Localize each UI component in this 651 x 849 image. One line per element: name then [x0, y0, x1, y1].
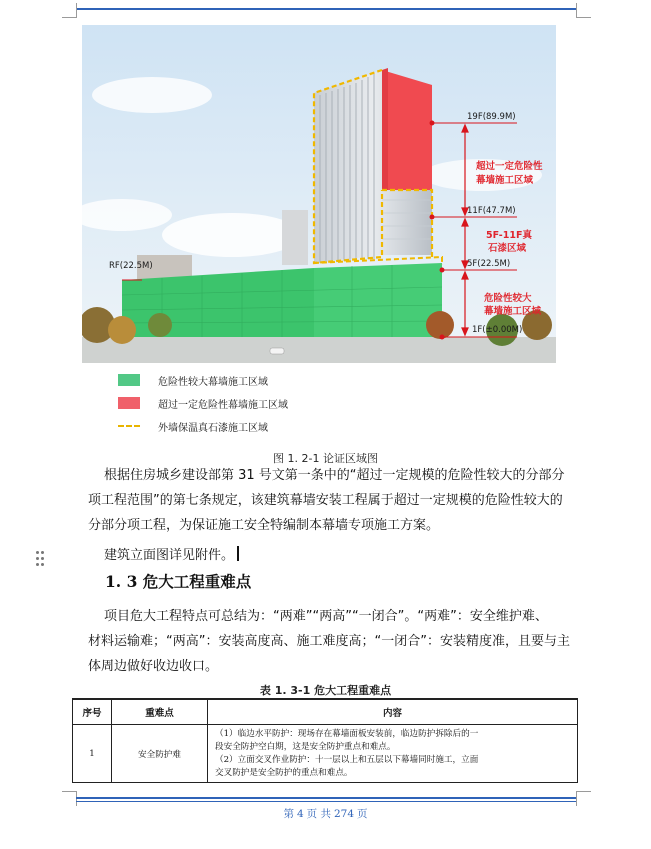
- annotation-over-zone-line2: 幕墙施工区域: [476, 175, 534, 186]
- section-heading: 1. 3 危大工程重难点: [105, 572, 252, 591]
- paragraph-3-line-2: 材料运输难；“两高”：安装高度高、施工难度高；“一闭合”：安装精度准，且要与主: [88, 634, 570, 649]
- tree: [148, 313, 172, 337]
- footer-rule: [76, 797, 576, 799]
- background-building: [282, 210, 308, 265]
- crop-mark-bottom-left: [62, 791, 77, 806]
- legend-label-green: 危险性较大幕墙施工区域: [158, 376, 268, 388]
- tree: [426, 311, 454, 339]
- area-diagram-figure: [82, 25, 556, 363]
- crop-mark-bottom-right: [576, 791, 591, 806]
- paragraph-3-line-1: 项目危大工程特点可总结为：“两难”“两高”“一闭合”。“两难”：安全维护难、: [104, 609, 548, 624]
- content-line-2: 段安全防护空白期，这是安全防护重点和难点。: [215, 742, 396, 752]
- legend-swatch-dash: [118, 425, 140, 427]
- drag-handle-icon[interactable]: [36, 551, 46, 567]
- tree: [108, 316, 136, 344]
- legend-label-dash: 外墙保温真石漆施工区域: [158, 422, 268, 434]
- annotation-danger-zone-line2: 幕墙施工区域: [484, 306, 542, 317]
- paragraph-1-line-2: 项工程范围”的第七条规定，该建筑幕墙安装工程属于超过一定规模的危险性较大的: [88, 493, 563, 508]
- paragraph-3-line-3: 体周边做好收边收口。: [88, 659, 219, 674]
- footer-page-number: 4: [296, 808, 304, 820]
- legend-swatch-green: [118, 374, 140, 386]
- footer-prefix: 第: [283, 808, 294, 820]
- table-row: [73, 725, 578, 783]
- car: [270, 348, 284, 354]
- figure-caption: 图 1. 2-1 论证区域图: [273, 452, 378, 465]
- legend-label-red: 超过一定危险性幕墙施工区域: [158, 399, 288, 411]
- cloud: [162, 213, 302, 257]
- content-line-4: 交叉防护是安全防护的重点和难点。: [215, 768, 353, 778]
- paragraph-2[interactable]: [104, 543, 604, 568]
- level-label-rf: RF(22.5M): [109, 261, 153, 271]
- annotation-danger-zone-line1: 危险性较大: [484, 293, 532, 304]
- table-header-row: [73, 699, 578, 725]
- table-caption: 表 1. 3-1 危大工程重难点: [259, 684, 392, 697]
- paragraph-1-line-3: 分部分项工程，为保证施工安全特编制本幕墙专项施工方案。: [88, 518, 440, 533]
- legend-item-dash: [118, 418, 268, 434]
- legend-item-red: [118, 395, 288, 411]
- level-label-19f: 19F(89.9M): [467, 112, 516, 122]
- paragraph-1-line-1: 根据住房城乡建设部第 31 号文第一条中的“超过一定规模的危险性较大的分部分: [104, 468, 565, 483]
- annotation-over-zone-line1: 超过一定危险性: [476, 161, 543, 172]
- level-label-1f: 1F(±0.00M): [472, 325, 523, 335]
- legend-swatch-red: [118, 397, 140, 409]
- footer-rule-thin: [76, 801, 576, 802]
- content-line-1: （1）临边水平防护：现场存在幕墙面板安装前，临边防护拆除后的一: [215, 729, 479, 739]
- cell-content: [208, 725, 578, 783]
- annotation-stone-zone-line2: 石漆区域: [488, 243, 527, 254]
- building-rendering: [82, 25, 556, 363]
- red-zone-upper-shaft: [382, 68, 388, 190]
- cloud: [92, 77, 212, 113]
- paragraph-2-text: 建筑立面图详见附件。: [104, 548, 235, 563]
- page-footer: [0, 806, 651, 821]
- key-points-table: [72, 698, 578, 783]
- footer-suffix: 页: [357, 808, 368, 820]
- level-label-5f: 5F(22.5M): [467, 259, 511, 269]
- header-col-content: 内容: [208, 699, 578, 725]
- legend-item-green: [118, 372, 268, 388]
- level-label-11f: 11F(47.7M): [467, 206, 516, 216]
- footer-mid: 页 共: [306, 808, 331, 820]
- cell-key-point: 安全防护难: [112, 725, 208, 783]
- content-line-3: （2）立面交叉作业防护：十一层以上和五层以下幕墙同时施工，立面: [215, 755, 479, 765]
- header-rule: [76, 8, 576, 10]
- ground: [82, 337, 556, 363]
- header-col-number: 序号: [73, 699, 112, 725]
- header-col-key-point: 重难点: [112, 699, 208, 725]
- crop-mark-top-left: [62, 3, 77, 18]
- green-zone-podium-right: [314, 263, 442, 337]
- annotation-stone-zone-line1: 5F-11F真: [486, 230, 532, 241]
- cell-number: 1: [73, 725, 112, 783]
- crop-mark-top-right: [576, 3, 591, 18]
- footer-total-pages: 274: [333, 808, 355, 820]
- red-zone-tower: [382, 70, 432, 190]
- text-cursor: [237, 546, 239, 561]
